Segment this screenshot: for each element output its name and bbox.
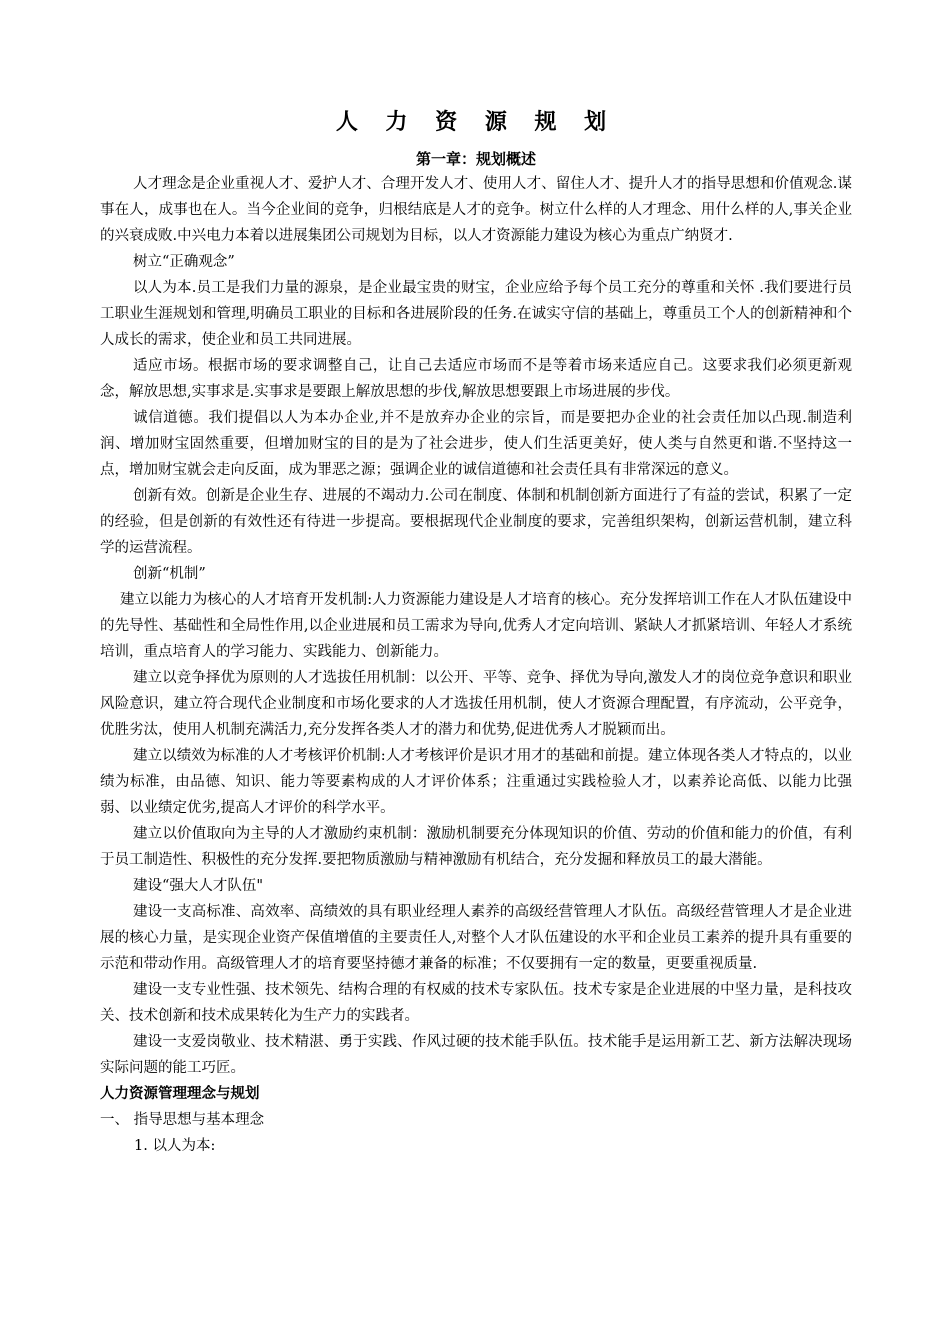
paragraph: 创新有效。创新是企业生存、进展的不竭动力.公司在制度、体制和机制创新方面进行了有益的尝试，积累了一定的经验，但是创新的有效性还有待进一步提高。要根据现代企业制度的要求，完善组织架构，创新运营机制，建立科学的运营流程。 (100, 488, 852, 556)
paragraph: 建设一支爱岗敬业、技术精湛、勇于实践、作风过硬的技术能手队伍。技术能手是运用新工艺、新方法解决现场实际问题的能工巧匠。 (100, 1034, 852, 1076)
section-heading-hr: 人力资源管理理念与规划 (100, 1085, 260, 1102)
paragraph: 建立以价值取向为主导的人才激励约束机制：激励机制要充分体现知识的价值、劳动的价值和能力的价值，有利于员工制造性、积极性的充分发挥.要把物质激励与精神激励有机结合，充分发掘和释放员工的最大潜能。 (100, 826, 852, 868)
paragraph: 诚信道德。我们提倡以人为本办企业,并不是放弃办企业的宗旨，而是要把办企业的社会责任加以凸现.制造利润、增加财宝固然重要，但增加财宝的目的是为了社会进步，使人们生活更美好，使人类与自然更和谐.不坚持这一点，增加财宝就会走向反面，成为罪恶之源；强调企业的诚信道德和社会责任具有非常深远的意义。 (100, 410, 852, 478)
paragraph: 建立以绩效为标准的人才考核评价机制:人才考核评价是识才用才的基础和前提。建立体现各类人才特点的，以业绩为标准，由品德、知识、能力等要素构成的人才评价体系；注重通过实践检验人才，以素养论高低、以能力比强弱、以业绩定优劣,提高人才评价的科学水平。 (100, 748, 852, 816)
intro-paragraph: 人才理念是企业重视人才、爱护人才、合理开发人才、使用人才、留住人才、提升人才的指导思想和价值观念.谋事在人，成事也在人。当今企业间的竞争，归根结底是人才的竞争。树立什么样的人才理念、用什么样的人,事关企业的兴衰成败.中兴电力本着以进展集团公司规划为目标，以人才资源能力建设为核心为重点广纳贤才. (100, 176, 852, 244)
section-heading-concept: 树立“正确观念” (133, 254, 235, 270)
list-item: 一、 指导思想与基本理念 (100, 1112, 265, 1128)
paragraph: 建设一支高标准、高效率、高绩效的具有职业经理人素养的高级经营管理人才队伍。高级经营管理人才是企业进展的核心力量，是实现企业资产保值增值的主要责任人,对整个人才队伍建设的水平和企业员工素养的提升具有重要的示范和带动作用。高级管理人才的培育要坚持德才兼备的标准；不仅要拥有一定的数量，更要重视质量. (100, 904, 852, 972)
list-item: 1. 以人为本: (134, 1138, 216, 1154)
paragraph: 适应市场。根据市场的要求调整自己，让自己去适应市场而不是等着市场来适应自己。这要求我们必须更新观念，解放思想,实事求是.实事求是要跟上解放思想的步伐,解放思想要跟上市场进展的步伐。 (100, 358, 852, 400)
paragraph: 建立以能力为核心的人才培育开发机制:人力资源能力建设是人才培育的核心。充分发挥培训工作在人才队伍建设中的先导性、基础性和全局性作用,以企业进展和员工需求为导向,优秀人才定向培训、紧缺人才抓紧培训、年轻人才系统培训，重点培育人的学习能力、实践能力、创新能力。 (100, 592, 852, 660)
document-title: 人 力 资 源 规 划 (335, 109, 617, 135)
paragraph: 建立以竞争择优为原则的人才选拔任用机制：以公开、平等、竞争、择优为导向,激发人才的岗位竞争意识和职业风险意识，建立符合现代企业制度和市场化要求的人才选拔任用机制，使人才资源合理配置，有序流动，公平竞争，优胜劣汰，使用人机制充满活力,充分发挥各类人才的潜力和优势,促进优秀人才脱颖而出。 (100, 670, 852, 738)
paragraph: 建设一支专业性强、技术领先、结构合理的有权威的技术专家队伍。技术专家是企业进展的中坚力量，是科技攻关、技术创新和技术成果转化为生产力的实践者。 (100, 982, 852, 1024)
section-heading-mechanism: 创新“机制” (133, 566, 206, 582)
paragraph: 以人为本.员工是我们力量的源泉，是企业最宝贵的财宝，企业应给予每个员工充分的尊重和关怀 .我们要进行员工职业生涯规划和管理,明确员工职业的目标和各进展阶段的任务.在诚实守信的基础上，尊重员工个人的创新精神和个人成长的需求，使企业和员工共同进展。 (100, 280, 852, 348)
document-page (100, 105, 852, 1159)
chapter-heading: 第一章：规划概述 (415, 150, 536, 168)
section-heading-team: 建设“强大人才队伍" (133, 878, 264, 894)
